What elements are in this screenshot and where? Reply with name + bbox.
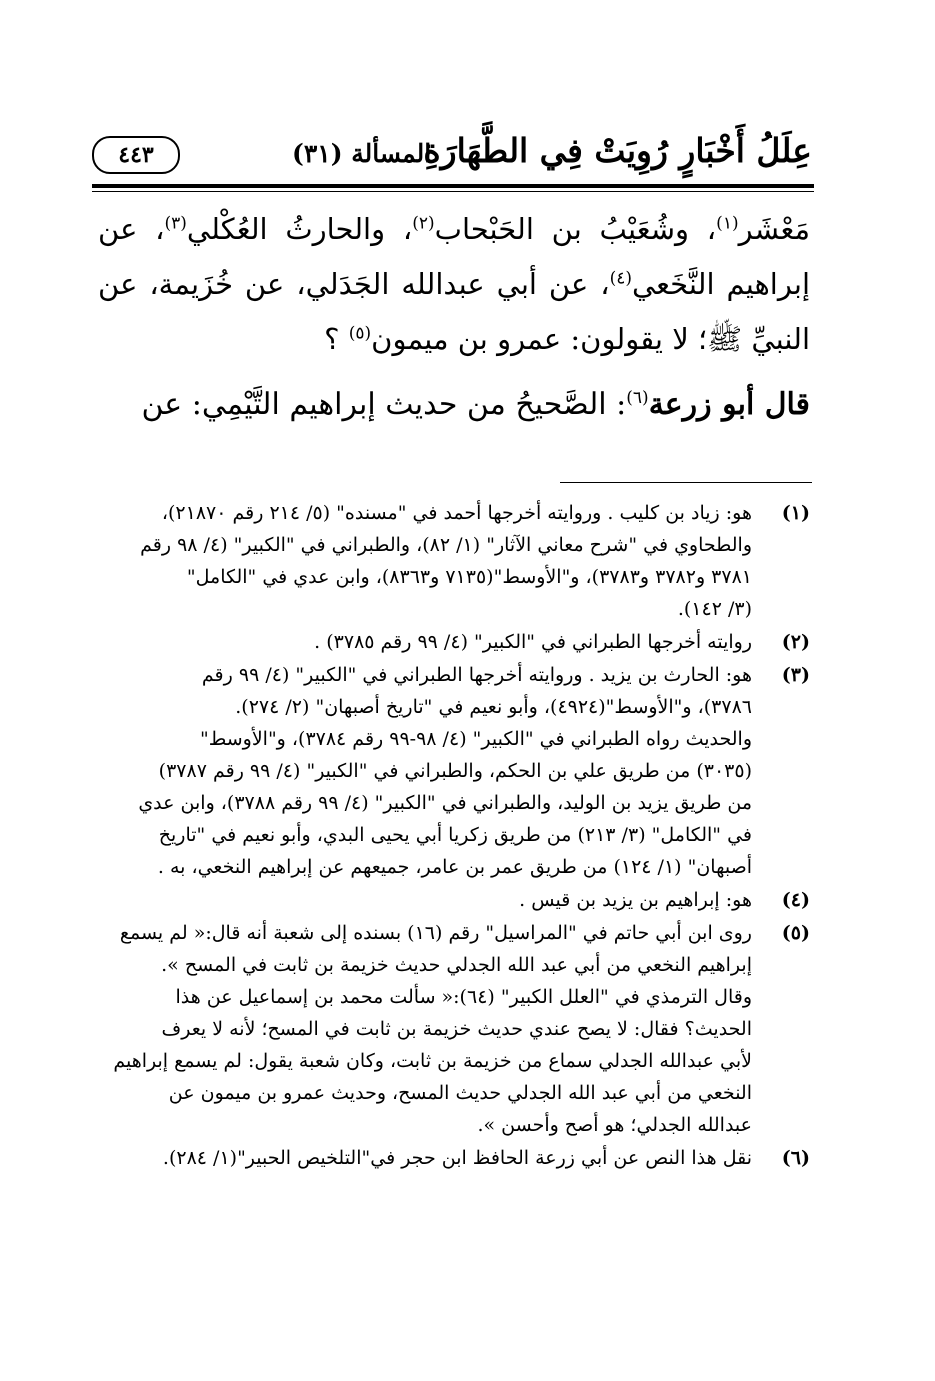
footnote-line: في "الكامل" (٣/ ٢١٣) من طريق زكريا أبي يحيى البدي، وأبو نعيم في "تاريخ <box>158 824 752 846</box>
text-run: مَعْشَر <box>738 212 810 246</box>
footnote-line: النخعي من أبي عبد الله الجدلي حديث المسح، وحديث عمرو بن ميمون عن <box>168 1082 752 1104</box>
footnote-line: أصبهان" (١/ ١٢٤) من طريق عمر بن عامر، جميعهم عن إبراهيم النخعي، به . <box>157 856 752 878</box>
footnote-ref: (٤) <box>609 268 632 289</box>
footnote <box>98 884 810 916</box>
footnote-number: (١) <box>781 502 810 524</box>
footnote-ref: (٦) <box>626 388 649 408</box>
footnote-line: روايته أخرجها الطبراني في "الكبير" (٤/ ٩٩ رقم ٣٧٨٥) . <box>314 631 752 653</box>
footnote <box>98 917 810 1141</box>
footnote-line: ٣٧٨٦)، و"الأوسط"(٤٩٢٤)، وأبو نعيم في "تاريخ أصبهان" (٢/ ٢٧٤). <box>235 696 752 718</box>
footnote-line: والحديث رواه الطبراني في "الكبير" (٤/ ٩٨-٩٩ رقم ٣٧٨٤)، و"الأوسط" <box>199 728 752 750</box>
footnote-ref: (٥) <box>348 323 372 344</box>
footnote-separator <box>560 482 812 483</box>
footnote-line: عبدالله الجدلي؛ هو أصح وأحسن ». <box>477 1114 752 1136</box>
footnote-line: روى ابن أبي حاتم في "المراسيل" رقم (١٦) بسنده إلى شعبة أنه قال:« لم يسمع <box>119 922 752 944</box>
footnote-line: (٣٠٣٥) من طريق علي بن الحكم، والطبراني في "الكبير" (٤/ ٩٩ رقم ٣٧٨٧) <box>158 760 752 782</box>
footnote-line: هو: الحارث بن يزيد . وروايته أخرجها الطبراني في "الكبير" (٤/ ٩٩ رقم <box>201 664 752 686</box>
footnotes <box>98 497 810 1175</box>
footnote <box>98 659 810 883</box>
footnote-line: من طريق يزيد بن الوليد، والطبراني في "الكبير" (٤/ ٩٩ رقم ٣٧٨٨)، وابن عدي <box>138 792 752 814</box>
text-run: ، عن أبي عبدالله الجَدَلي، عن خُزَيمة، عن النبيِّ ﷺ؛ لا يقولون: عمرو بن ميمون <box>98 267 810 356</box>
paragraph-chain <box>98 202 810 367</box>
footnote-ref: (١) <box>716 213 739 234</box>
text-run: ، عن إبراهيم النَّخَعي <box>98 212 810 301</box>
footnote-number: (٤) <box>781 889 810 911</box>
footnote-number: (٣) <box>781 664 810 686</box>
text-run: ، والحارثُ العُكْلي <box>186 212 413 246</box>
text-run: ، وشُعَيْبُ بن الحَبْحاب <box>434 212 717 246</box>
footnote-ref: (٢) <box>412 213 435 234</box>
footnote-line: إبراهيم النخعي من أبي عبد الله الجدلي حديث خزيمة بن ثابت في المسح ». <box>161 954 752 976</box>
footnote-number: (٢) <box>781 631 810 653</box>
footnote <box>98 497 810 625</box>
text-run: ؟ <box>324 322 349 356</box>
page-number-badge: ٤٤٣ <box>92 136 180 174</box>
speaker-label: قال أبو زرعة <box>648 387 810 422</box>
footnote <box>98 626 810 658</box>
footnote-line: هو: زياد بن كليب . وروايته أخرجها أحمد في "مسنده" (٥/ ٢١٤ رقم ٢١٨٧٠)، <box>161 502 752 524</box>
header-rule-thick <box>92 184 814 188</box>
running-header <box>92 128 812 180</box>
footnote-line: ٣٧٨١ و٣٧٨٢ و٣٧٨٣)، و"الأوسط"(٧١٣٥ و٨٣٦٣)، وابن عدي في "الكامل" <box>186 566 752 588</box>
header-rule-thin <box>92 191 814 192</box>
footnote-line: الحديث؟ فقال: لا يصح عندي حديث خزيمة بن ثابت في المسح؛ لأنه لا يعرف <box>161 1018 752 1040</box>
section-label: المسألة (٣١) <box>292 139 432 168</box>
footnote-line: هو: إبراهيم بن يزيد بن قيس . <box>519 889 752 911</box>
book-title: عِلَلُ أَخْبَارٍ رُوِيَتْ فِي الطَّهَارَةِ <box>423 131 812 170</box>
footnote-line: والطحاوي في "شرح معاني الآثار" (١/ ٨٢)، والطبراني في "الكبير" (٤/ ٩٨ رقم <box>140 534 752 556</box>
footnote-number: (٥) <box>781 922 810 944</box>
footnote-line: نقل هذا النص عن أبي زرعة الحافظ ابن حجر في"التلخيص الحبير"(١/ ٢٨٤). <box>162 1147 752 1169</box>
footnote-line: وقال الترمذي في "العلل الكبير" (٦٤):« سألت محمد بن إسماعيل عن هذا <box>175 986 752 1008</box>
footnote-ref: (٣) <box>164 213 187 234</box>
footnote <box>98 1142 810 1174</box>
main-text <box>98 202 810 432</box>
paragraph-abu-zura <box>98 377 810 432</box>
footnote-line: لأبي عبدالله الجدلي سماع من خزيمة بن ثابت، وكان شعبة يقول: لم يسمع إبراهيم <box>113 1050 752 1072</box>
text-run: : الصَّحيحُ من حديث إبراهيم التَّيْمِي: عن <box>141 387 627 422</box>
footnote-number: (٦) <box>781 1147 810 1169</box>
footnote-line: (٣/ ١٤٢). <box>677 598 752 620</box>
